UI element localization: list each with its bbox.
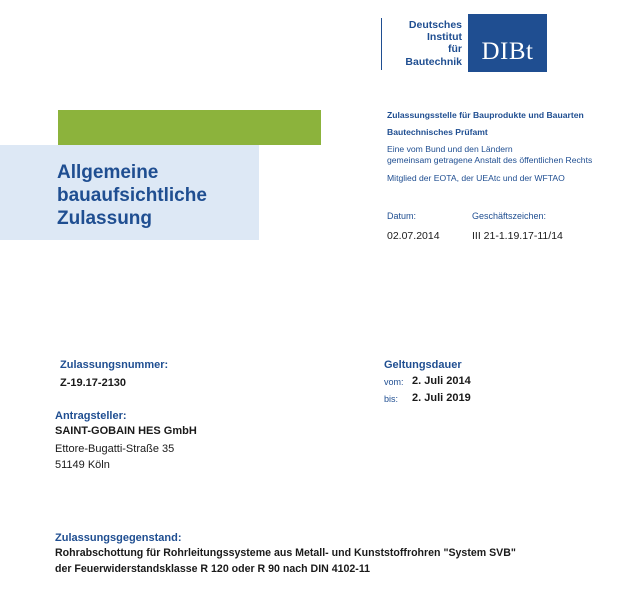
title-line-1: Allgemeine <box>57 162 159 183</box>
document-title <box>57 161 207 230</box>
reference-label: Geschäftszeichen: <box>472 211 547 221</box>
dibt-logo: DIBt <box>468 14 547 72</box>
logo-org-line-3: für <box>448 43 462 56</box>
applicant-name: SAINT-GOBAIN HES GmbH <box>55 425 197 437</box>
title-line-2: bauaufsichtliche <box>57 185 207 206</box>
green-title-bar <box>58 110 321 145</box>
issuer-line-5: Mitglied der EOTA, der UEAtc und der WFTAO <box>387 173 565 183</box>
logo-org-line-4: Bautechnik <box>405 55 462 68</box>
applicant-city: 51149 Köln <box>55 459 110 471</box>
subject-line-2: der Feuerwiderstandsklasse R 120 oder R 90 nach DIN 4102-11 <box>55 563 371 575</box>
issuer-line-4: gemeinsam getragene Anstalt des öffentlichen Rechts <box>387 155 593 165</box>
validity-to-value: 2. Juli 2019 <box>412 392 471 404</box>
issuer-line-1: Zulassungsstelle für Bauprodukte und Bauarten <box>387 110 584 120</box>
validity-from-label: vom: <box>384 377 404 387</box>
logo-org-line-1: Deutsches <box>408 19 462 31</box>
issuer-line-3: Eine vom Bund und den Ländern <box>387 144 513 154</box>
date-value: 02.07.2014 <box>387 230 440 242</box>
approval-number-label: Zulassungsnummer: <box>60 359 169 371</box>
title-line-3: Zulassung <box>57 208 153 229</box>
validity-label: Geltungsdauer <box>384 359 462 371</box>
subject-line-1: Rohrabschottung für Rohrleitungssysteme aus Metall- und Kunststoffrohren "System SVB" <box>55 547 516 559</box>
date-label: Datum: <box>387 211 417 221</box>
applicant-label: Antragsteller: <box>55 410 127 422</box>
logo-org-line-2: Institut <box>427 31 462 44</box>
reference-value: III 21-1.19.17-11/14 <box>472 230 563 242</box>
applicant-street: Ettore-Bugatti-Straße 35 <box>55 443 175 455</box>
subject-label: Zulassungsgegenstand: <box>55 532 182 544</box>
logo-divider <box>381 18 382 70</box>
dibt-organization-name <box>386 19 462 68</box>
approval-number-value: Z-19.17-2130 <box>60 377 127 389</box>
validity-to-label: bis: <box>384 394 399 404</box>
issuer-line-2: Bautechnisches Prüfamt <box>387 127 488 137</box>
validity-from-value: 2. Juli 2014 <box>412 375 471 387</box>
